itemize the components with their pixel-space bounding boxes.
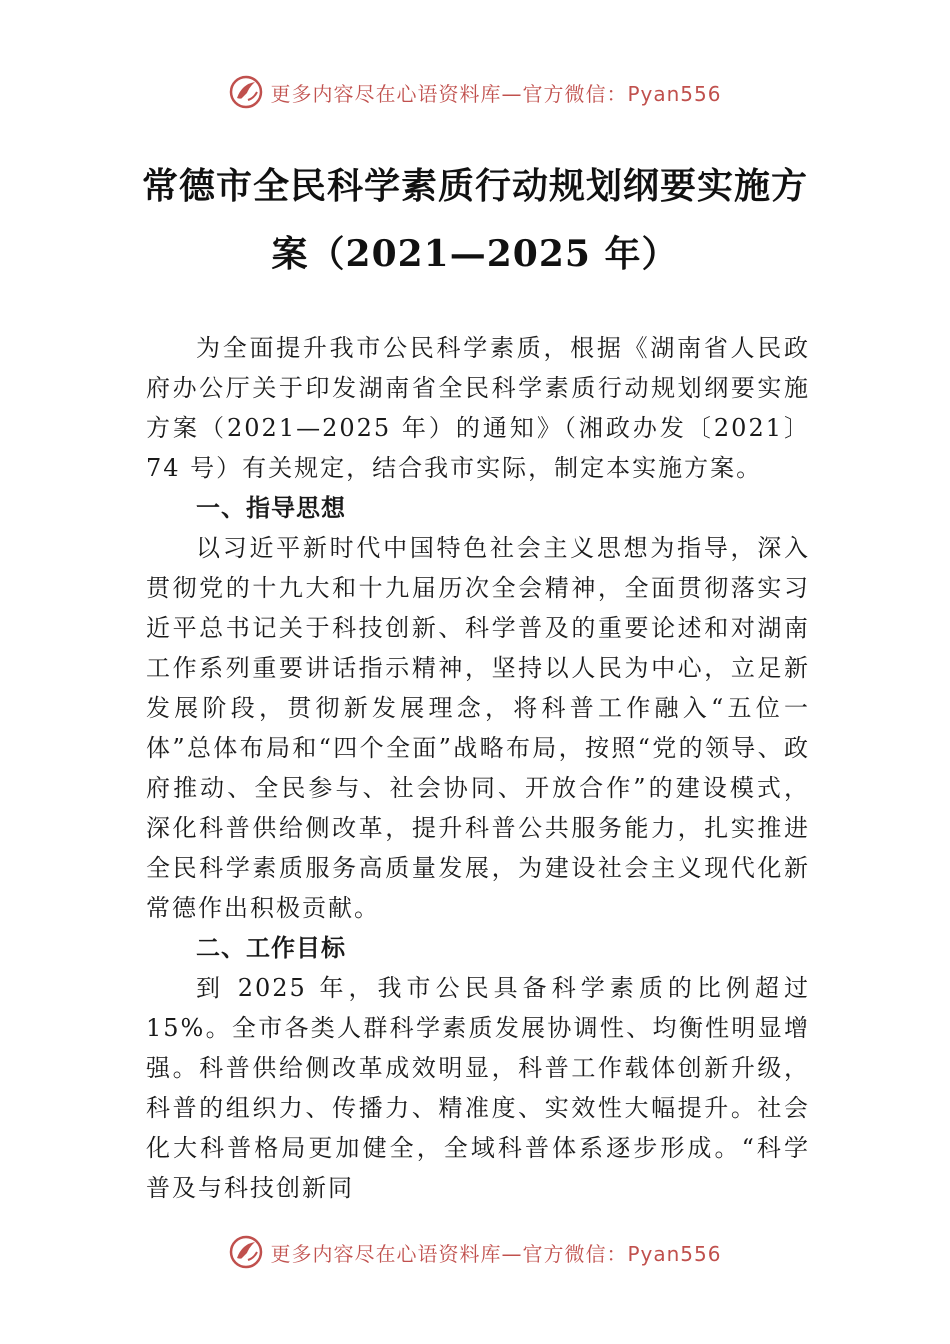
intro-paragraph: 为全面提升我市公民科学素质，根据《湖南省人民政府办公厅关于印发湖南省全民科学素质行动规划纲要实施方案（2021—2025 年）的通知》（湘政办发〔2021〕74 号）有关规定，结合我市实际，制定本实施方案。	[146, 334, 810, 482]
section1-paragraph: 以习近平新时代中国特色社会主义思想为指导，深入贯彻党的十九大和十九届历次全会精神，全面贯彻落实习近平总书记关于科技创新、科学普及的重要论述和对湖南工作系列重要讲话指示精神，坚持以人民为中心，立足新发展阶段，贯彻新发展理念，将科普工作融入“五位一体”总体布局和“四个全面”战略布局，按照“党的领导、政府推动、全民参与、社会协同、开放合作”的建设模式，深化科普供给侧改革，提升科普公共服务能力，扎实推进全民科学素质服务高质量发展，为建设社会主义现代化新常德作出积极贡献。	[146, 534, 810, 922]
header-banner	[0, 72, 950, 112]
footer-banner	[0, 1232, 950, 1272]
section2-heading: 二、工作目标	[196, 934, 346, 962]
banner-text: 更多内容尽在心语资料库—官方微信：Pyan556	[270, 1241, 722, 1266]
document-body	[146, 328, 810, 1208]
banner-text: 更多内容尽在心语资料库—官方微信：Pyan556	[270, 81, 722, 106]
section2-paragraph: 到 2025 年，我市公民具备科学素质的比例超过 15%。全市各类人群科学素质发展协调性、均衡性明显增强。科普供给侧改革成效明显，科普工作载体创新升级，科普的组织力、传播力、精准度、实效性大幅提升。社会化大科普格局更加健全，全域科普体系逐步形成。“科学普及与科技创新同	[146, 974, 810, 1202]
brand-logo-icon	[228, 1234, 264, 1270]
section1-heading: 一、指导思想	[196, 494, 346, 522]
document-title-line2: 案（2021—2025 年）	[271, 233, 679, 275]
document-title-line1: 常德市全民科学素质行动规划纲要实施方	[141, 165, 808, 207]
brand-logo-icon	[228, 74, 264, 110]
